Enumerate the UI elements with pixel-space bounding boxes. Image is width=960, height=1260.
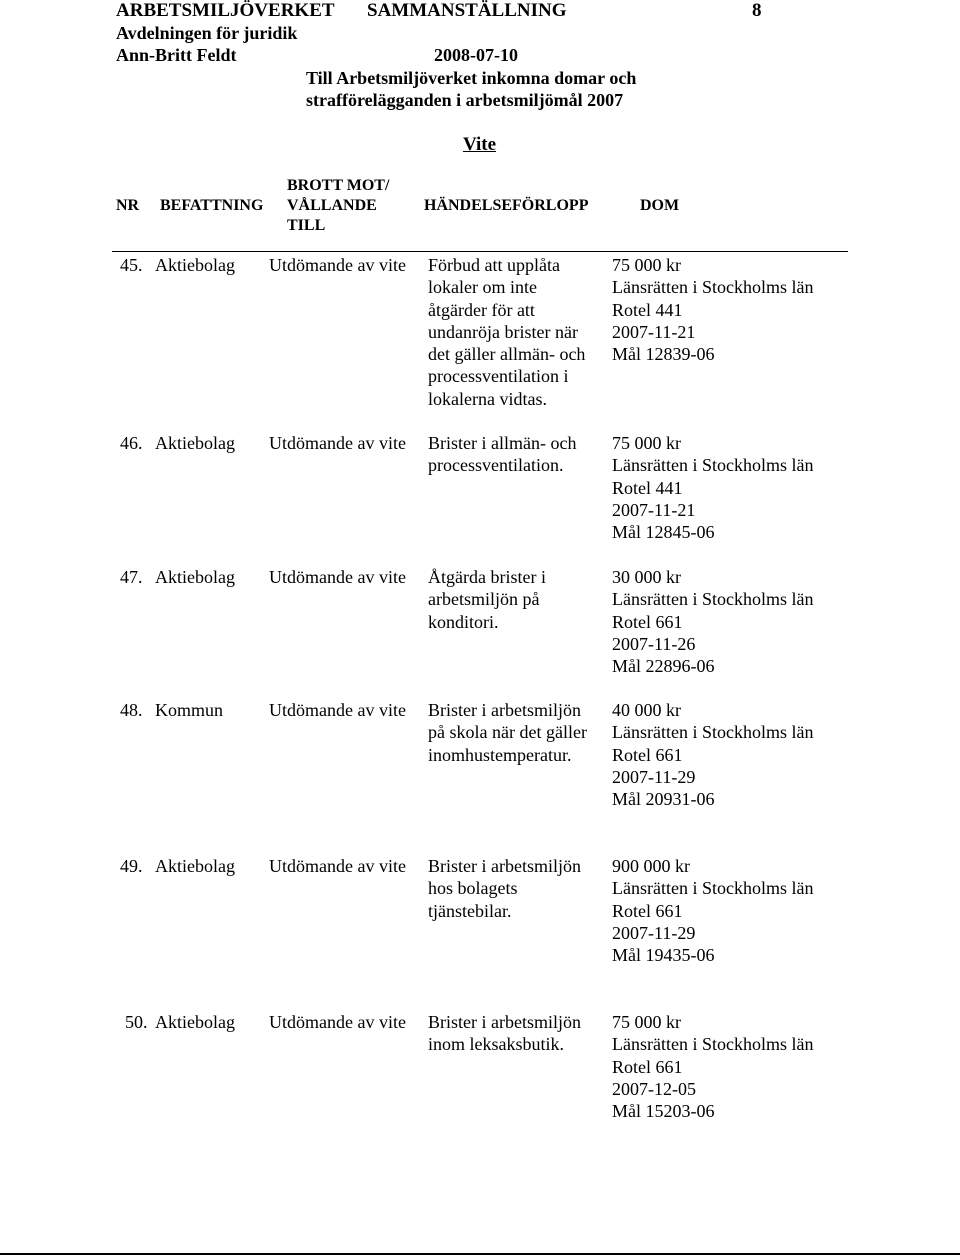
- handelse-line: inomhustemperatur.: [428, 744, 572, 765]
- header-title-line2: strafförelägganden i arbetsmiljömål 2007: [306, 90, 624, 110]
- row-dom: [612, 855, 813, 966]
- row-number: 47.: [120, 567, 143, 587]
- dom-line: Länsrätten i Stockholms län: [612, 1034, 814, 1055]
- dom-line: Rotel 661: [612, 744, 683, 765]
- handelse-line: konditori.: [428, 611, 499, 632]
- dom-line: 2007-11-21: [612, 321, 696, 342]
- row-handelse: [428, 254, 585, 410]
- dom-line: 75 000 kr: [612, 433, 681, 453]
- handelse-line: processventilation.: [428, 455, 564, 476]
- dom-line: Mål 12845-06: [612, 522, 715, 543]
- header-date: 2008-07-10: [434, 45, 518, 65]
- row-befattning: Aktiebolag: [155, 856, 235, 876]
- row-number: 49.: [120, 856, 143, 876]
- row-brott: Utdömande av vite: [269, 567, 406, 587]
- handelse-line: Brister i arbetsmiljön: [428, 856, 581, 876]
- handelse-line: inom leksaksbutik.: [428, 1034, 564, 1055]
- dom-line: Mål 19435-06: [612, 945, 715, 966]
- row-handelse: [428, 432, 576, 477]
- dom-line: 900 000 kr: [612, 856, 690, 876]
- dom-line: Rotel 661: [612, 900, 683, 921]
- dom-line: Mål 12839-06: [612, 344, 715, 365]
- handelse-line: arbetsmiljön på: [428, 589, 540, 610]
- dom-line: 2007-11-26: [612, 633, 696, 654]
- dom-line: Rotel 661: [612, 1056, 683, 1077]
- handelse-line: åtgärder för att: [428, 299, 535, 320]
- row-dom: [612, 1011, 813, 1122]
- dom-line: Länsrätten i Stockholms län: [612, 589, 814, 610]
- row-brott: Utdömande av vite: [269, 856, 406, 876]
- handelse-line: Brister i arbetsmiljön: [428, 700, 581, 720]
- row-handelse: [428, 1011, 581, 1056]
- column-header-nr: NR: [116, 197, 140, 214]
- handelse-line: Brister i allmän- och: [428, 433, 577, 453]
- row-dom: [612, 699, 813, 810]
- handelse-line: processventilation i: [428, 366, 569, 387]
- row-number: 48.: [120, 700, 143, 720]
- column-header-handelseforlopp: HÄNDELSEFÖRLOPP: [424, 197, 589, 214]
- dom-line: Rotel 661: [612, 611, 683, 632]
- dom-line: Mål 15203-06: [612, 1101, 715, 1122]
- dom-line: Rotel 441: [612, 299, 683, 320]
- dom-line: Länsrätten i Stockholms län: [612, 277, 814, 298]
- handelse-line: tjänstebilar.: [428, 900, 512, 921]
- dom-line: Mål 22896-06: [612, 656, 715, 677]
- dom-line: 2007-11-29: [612, 766, 696, 787]
- dom-line: Länsrätten i Stockholms län: [612, 722, 814, 743]
- row-brott: Utdömande av vite: [269, 255, 406, 275]
- dom-line: 30 000 kr: [612, 567, 681, 587]
- dom-line: Länsrätten i Stockholms län: [612, 878, 814, 899]
- row-handelse: [428, 699, 587, 766]
- header-author: Ann-Britt Feldt: [116, 45, 237, 65]
- row-befattning: Aktiebolag: [155, 567, 235, 587]
- handelse-line: lokaler om inte: [428, 277, 537, 298]
- header-doc-type: SAMMANSTÄLLNING: [367, 0, 567, 21]
- row-handelse: [428, 855, 581, 922]
- column-header-brott: [287, 176, 389, 236]
- header-org: ARBETSMILJÖVERKET: [116, 0, 335, 21]
- dom-line: Rotel 441: [612, 477, 683, 498]
- header-title-line1: Till Arbetsmiljöverket inkomna domar och: [306, 68, 637, 88]
- handelse-line: lokalerna vidtas.: [428, 388, 547, 409]
- section-title: Vite: [463, 134, 497, 155]
- handelse-line: det gäller allmän- och: [428, 344, 586, 365]
- dom-line: 2007-12-05: [612, 1078, 696, 1099]
- dom-line: 75 000 kr: [612, 255, 681, 275]
- row-brott: Utdömande av vite: [269, 1012, 406, 1032]
- row-number: 50.: [125, 1012, 148, 1032]
- row-dom: [612, 432, 813, 543]
- handelse-line: undanröja brister när: [428, 321, 578, 342]
- header-department: Avdelningen för juridik: [116, 23, 298, 43]
- dom-line: 40 000 kr: [612, 700, 681, 720]
- handelse-line: Brister i arbetsmiljön: [428, 1012, 581, 1032]
- column-header-brott-line1: BROTT MOT/: [287, 177, 390, 194]
- dom-line: 2007-11-29: [612, 922, 696, 943]
- column-header-brott-line2: VÅLLANDE: [287, 197, 377, 214]
- handelse-line: på skola när det gäller: [428, 722, 587, 743]
- row-number: 46.: [120, 433, 143, 453]
- column-header-befattning: BEFATTNING: [160, 197, 264, 214]
- column-header-dom: DOM: [640, 197, 680, 214]
- row-brott: Utdömande av vite: [269, 700, 406, 720]
- page-number: 8: [752, 0, 762, 21]
- column-header-brott-line3: TILL: [287, 217, 326, 234]
- header-divider: [112, 251, 848, 252]
- dom-line: Mål 20931-06: [612, 789, 715, 810]
- page-footer-rule: [0, 1253, 960, 1255]
- row-number: 45.: [120, 255, 143, 275]
- row-befattning: Aktiebolag: [155, 433, 235, 453]
- row-dom: [612, 566, 813, 677]
- dom-line: 75 000 kr: [612, 1012, 681, 1032]
- dom-line: 2007-11-21: [612, 499, 696, 520]
- handelse-line: Åtgärda brister i: [428, 567, 546, 587]
- dom-line: Länsrätten i Stockholms län: [612, 455, 814, 476]
- row-handelse: [428, 566, 546, 633]
- row-dom: [612, 254, 813, 365]
- handelse-line: hos bolagets: [428, 878, 518, 899]
- row-befattning: Aktiebolag: [155, 1012, 235, 1032]
- handelse-line: Förbud att upplåta: [428, 255, 560, 275]
- row-befattning: Aktiebolag: [155, 255, 235, 275]
- row-befattning: Kommun: [155, 700, 224, 720]
- row-brott: Utdömande av vite: [269, 433, 406, 453]
